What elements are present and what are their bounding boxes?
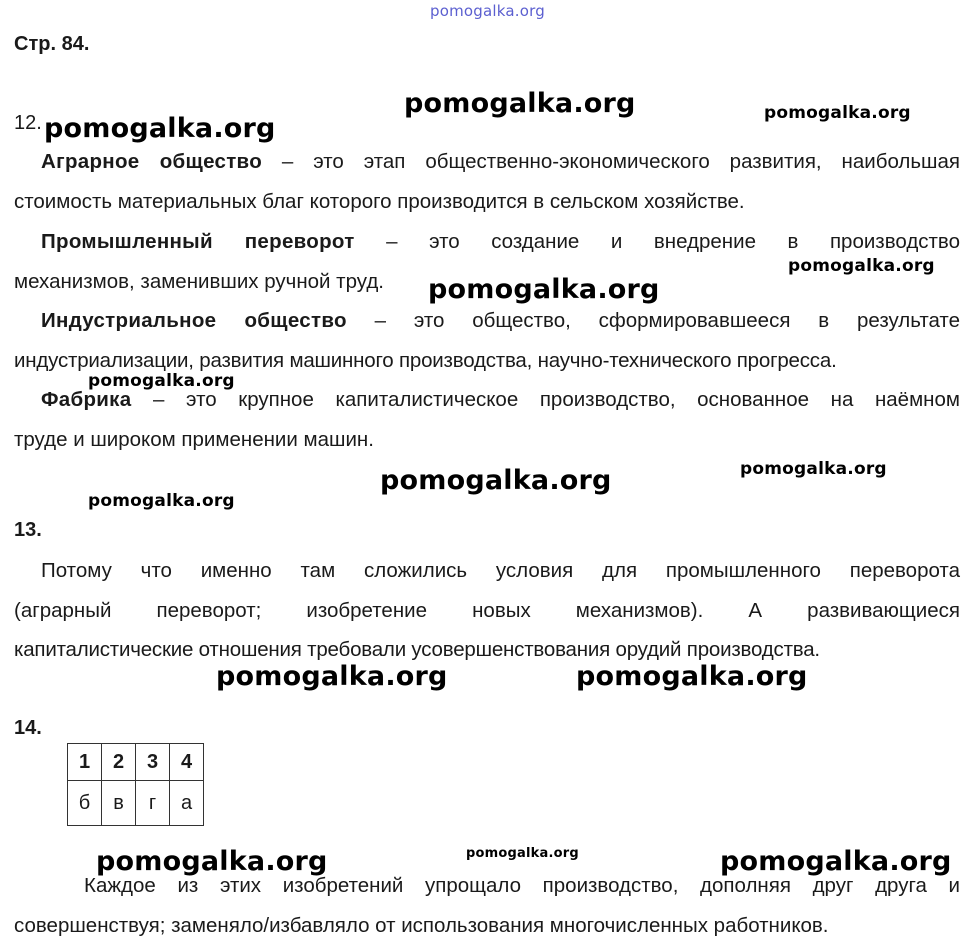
watermark: pomogalka.org bbox=[428, 274, 660, 305]
definition-factory: Фабрика – это крупное капиталистическое производство, основанное на наёмном труде и широком применении машин. bbox=[14, 380, 960, 459]
watermark: pomogalka.org bbox=[380, 465, 612, 496]
watermark: pomogalka.org bbox=[44, 113, 276, 144]
watermark: pomogalka.org bbox=[720, 846, 952, 877]
watermark: pomogalka.org bbox=[216, 661, 448, 692]
task14-answer: Каждое из этих изобретений упрощало производство, дополняя друг друга и совершенствуя; заменяло/избавляло от использования многочисленных работников. bbox=[14, 874, 960, 937]
table-cell: 1 bbox=[68, 744, 102, 781]
table-cell: а bbox=[170, 781, 204, 826]
definition-line: Фабрика – это крупное капиталистическое производство, основанное на наёмном bbox=[41, 388, 960, 411]
task13-answer: Потому что именно там сложились условия для промышленного переворота (аграрный переворот; изобретение новых механизмов). А развивающиеся капиталистические отношения требовали усовершенствования орудий производства. bbox=[14, 559, 960, 661]
task-number-14: 14. bbox=[14, 717, 42, 739]
watermark: pomogalka.org bbox=[788, 256, 935, 276]
watermark: pomogalka.org bbox=[576, 661, 808, 692]
definition-industrial-society: Индустриальное общество – это общество, сформировавшееся в результате индустриализации, развития машинного производства, научно-технического прогресса. bbox=[14, 301, 960, 380]
answer-table bbox=[67, 743, 204, 826]
table-cell: г bbox=[136, 781, 170, 826]
definition-line: Аграрное общество – это этап общественно-экономического развития, наибольшая bbox=[41, 150, 960, 173]
answer-table-header-row bbox=[68, 744, 204, 781]
task-number-13: 13. bbox=[14, 519, 42, 541]
watermark: pomogalka.org bbox=[96, 846, 328, 877]
definition-line: Индустриальное общество – это общество, сформировавшееся в результате bbox=[41, 309, 960, 332]
watermark: pomogalka.org bbox=[466, 846, 579, 861]
answer-table-answer-row bbox=[68, 781, 204, 826]
watermark: pomogalka.org bbox=[88, 371, 235, 391]
task-number-12: 12. bbox=[14, 112, 42, 134]
table-cell: 2 bbox=[102, 744, 136, 781]
table-cell: 4 bbox=[170, 744, 204, 781]
watermark: pomogalka.org bbox=[404, 88, 636, 119]
table-cell: 3 bbox=[136, 744, 170, 781]
table-cell: в bbox=[102, 781, 136, 826]
page-label: Стр. 84. bbox=[14, 33, 90, 55]
watermark-top: pomogalka.org bbox=[430, 2, 545, 20]
table-cell: б bbox=[68, 781, 102, 826]
watermark: pomogalka.org bbox=[764, 103, 911, 123]
watermark: pomogalka.org bbox=[88, 491, 235, 511]
definition-line: Промышленный переворот – это создание и внедрение в производство bbox=[41, 230, 960, 253]
definition-industrial-revolution: Промышленный переворот – это создание и внедрение в производство механизмов, заменивших ручной труд. bbox=[14, 222, 960, 301]
definition-agrarian-society: Аграрное общество – это этап общественно-экономического развития, наибольшая стоимость материальных благ которого производится в сельском хозяйстве. bbox=[14, 142, 960, 221]
watermark: pomogalka.org bbox=[740, 459, 887, 479]
